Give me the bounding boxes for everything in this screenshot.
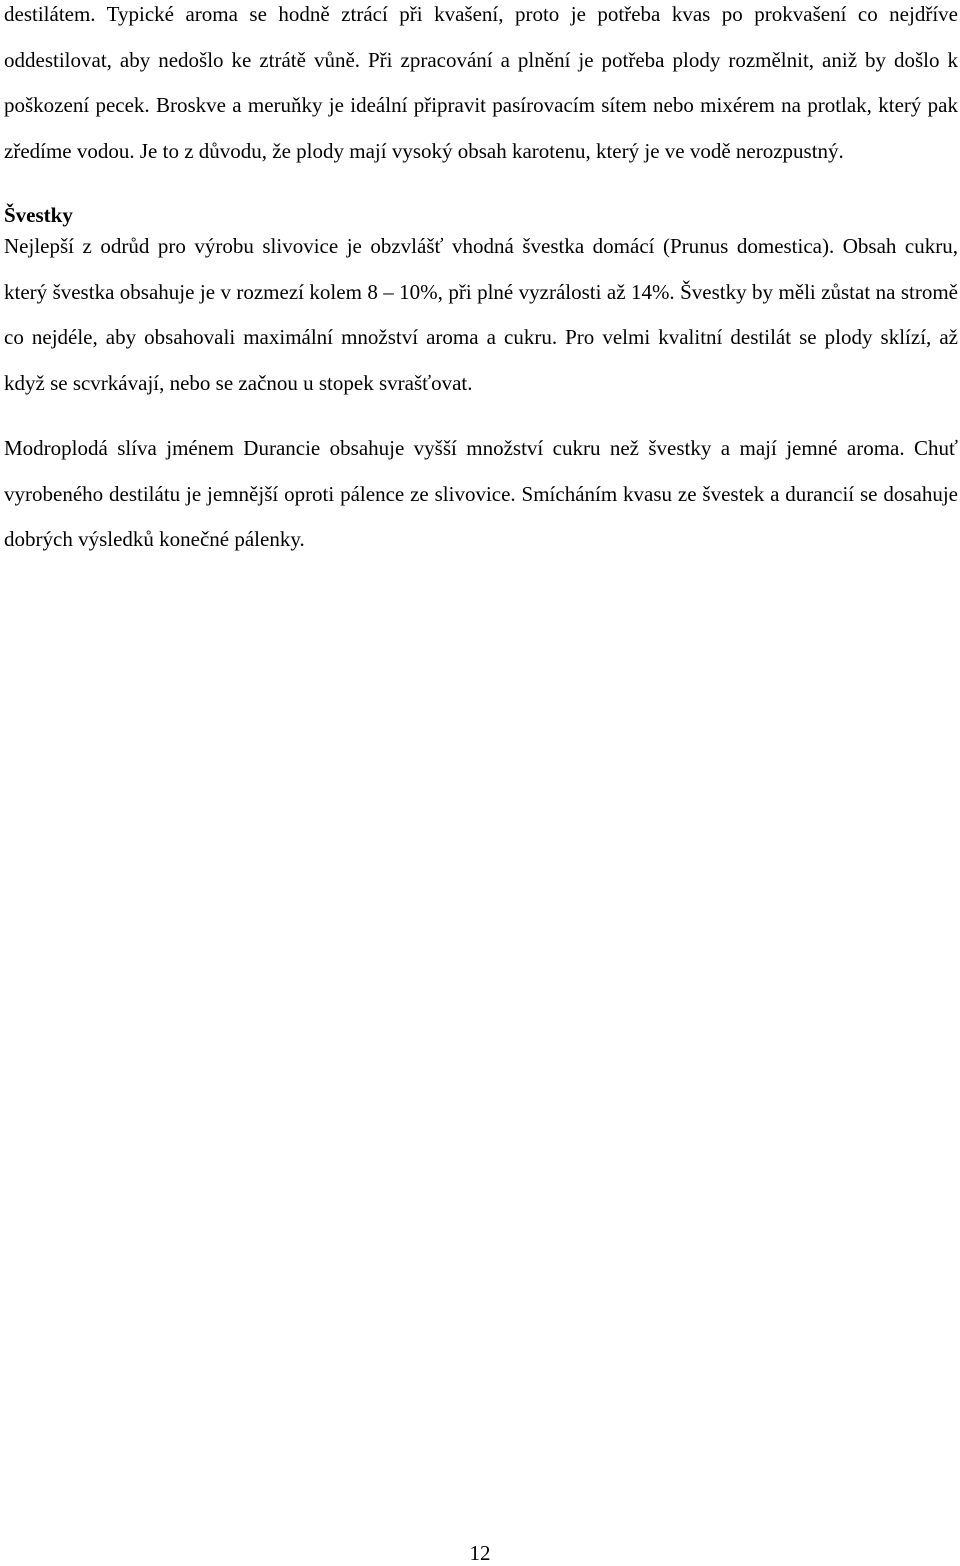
section-heading-svestky: Švestky — [4, 203, 73, 227]
document-page — [4, 0, 958, 563]
page-number: 12 — [469, 1541, 491, 1565]
paragraph-durancie: Modroplodá slíva jménem Durancie obsahuje vyšší množství cukru než švestky a mají jemné aroma. Chuť vyrobeného destilátu je jemnější oproti pálence ze slivovice. Smícháním kvasu ze švestek a durancií se dosahuje dobrých výsledků konečné pálenky. — [4, 436, 958, 551]
paragraph-svestky: Nejlepší z odrůd pro výrobu slivovice je obzvlášť vhodná švestka domácí (Prunus domestica). Obsah cukru, který švestka obsahuje je v rozmezí kolem 8 – 10%, při plné vyzrálosti až 14%. Švestky by měli zůstat na stromě co nejdéle, aby obsahovali maximální množství aroma a cukru. Pro velmi kvalitní destilát se plody sklízí, až když se scvrkávají, nebo se začnou u stopek svrašťovat. — [4, 234, 958, 395]
paragraph-fruit-processing: destilátem. Typické aroma se hodně ztrácí při kvašení, proto je potřeba kvas po prokvašení co nejdříve oddestilovat, aby nedošlo ke ztrátě vůně. Při zpracování a plnění je potřeba plody rozmělnit, aniž by došlo k poškození pecek. Broskve a meruňky je ideální připravit pasírovacím sítem nebo mixérem na protlak, který pak zředíme vodou. Je to z důvodu, že plody mají vysoký obsah karotenu, který je ve vodě nerozpustný. — [4, 2, 958, 163]
